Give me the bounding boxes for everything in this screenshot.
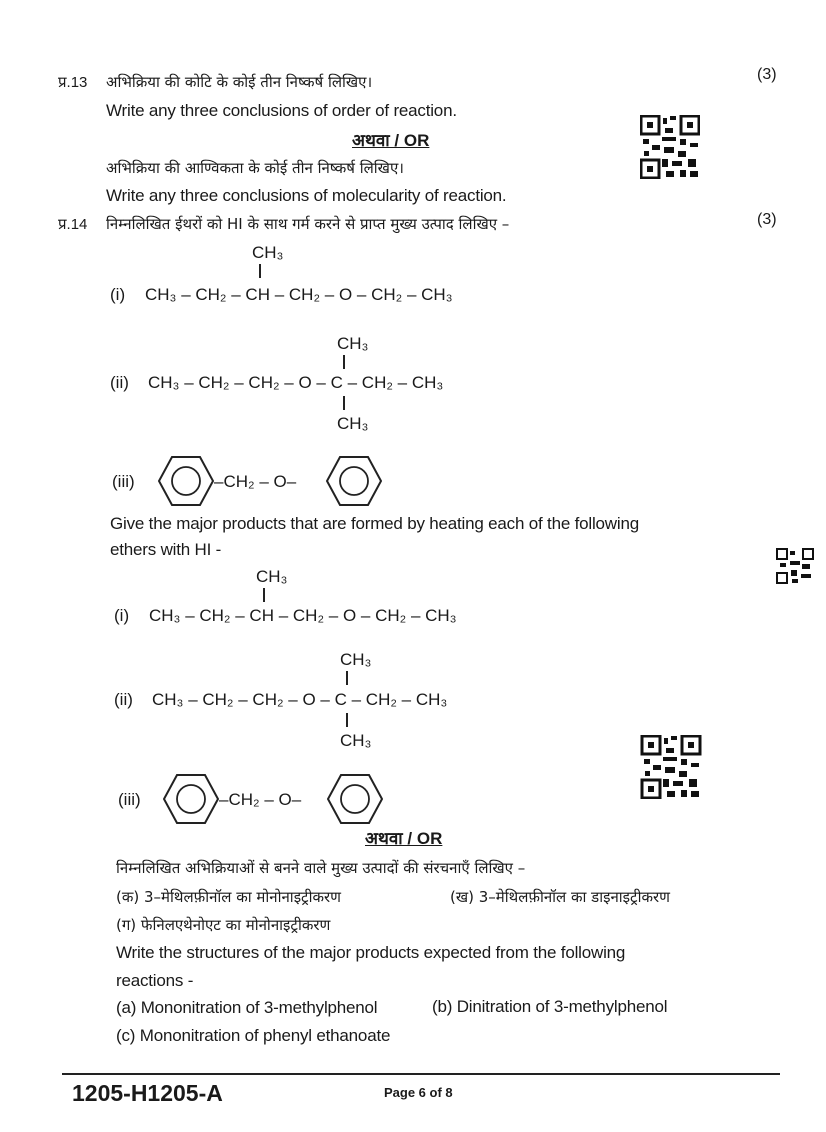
- q13-hindi: अभिक्रिया की कोटि के कोई तीन निष्कर्ष लिखिए।: [106, 73, 373, 91]
- q14-hi-ii-bottom: CH₃: [337, 414, 369, 433]
- q14-hi-ii-top: CH₃: [337, 334, 369, 353]
- qr-code-icon: [640, 735, 702, 799]
- q14-hi-ii-label: (ii): [110, 373, 129, 392]
- q14-en-ii-label: (ii): [114, 690, 133, 709]
- q14-en-ii-top: CH₃: [340, 650, 372, 669]
- q14-hi-ii-bond-bottom: [343, 396, 345, 410]
- q14-en-i-bond: [263, 588, 265, 602]
- qr-code-icon: [640, 115, 700, 179]
- q13-or-label: अथवा / OR: [352, 131, 430, 150]
- q14-en-ii-bond-bottom: [346, 713, 348, 727]
- q14-alt-hindi-c: (ग) फेनिलएथेनोएट का मोनोनाइट्रीकरण: [116, 916, 331, 934]
- qr-code-icon: [776, 548, 814, 584]
- q13-alt-english: Write any three conclusions of molecularity of reaction.: [106, 186, 507, 205]
- q13-marks: (3): [757, 66, 777, 83]
- q14-or-label: अथवा / OR: [365, 829, 443, 848]
- footer-code: 1205-H1205-A: [72, 1080, 223, 1106]
- q14-english-line1: Give the major products that are formed by heating each of the following: [110, 514, 639, 533]
- q14-hi-i-formula: CH₃ – CH₂ – CH – CH₂ – O – CH₂ – CH₃: [145, 285, 453, 304]
- benzene-ring-icon: [326, 455, 382, 507]
- q14-hi-i-bond: [259, 264, 261, 278]
- benzene-ring-icon: [163, 773, 219, 825]
- q13-alt-hindi: अभिक्रिया की आण्विकता के कोई तीन निष्कर्ष लिखिए।: [106, 159, 404, 177]
- q14-en-iii-label: (iii): [118, 790, 141, 809]
- q14-alt-english-a: (a) Mononitration of 3-methylphenol: [116, 998, 378, 1017]
- q14-en-ii-bottom: CH₃: [340, 731, 372, 750]
- q14-hindi: निम्नलिखित ईथरों को HI के साथ गर्म करने से प्राप्त मुख्य उत्पाद लिखिए –: [106, 215, 510, 233]
- q13-number: प्र.13: [58, 74, 88, 91]
- q14-alt-hindi: निम्नलिखित अभिक्रियाओं से बनने वाले मुख्य उत्पादों की संरचनाएँ लिखिए –: [116, 859, 526, 877]
- q14-en-i-label: (i): [114, 606, 130, 625]
- q14-hi-ii-formula: CH₃ – CH₂ – CH₂ – O – C – CH₂ – CH₃: [148, 373, 444, 392]
- benzene-ring-icon: [158, 455, 214, 507]
- q14-en-ii-formula: CH₃ – CH₂ – CH₂ – O – C – CH₂ – CH₃: [152, 690, 448, 709]
- q14-en-iii-link: –CH₂ – O–: [219, 790, 302, 809]
- q14-hi-iii-label: (iii): [112, 472, 135, 491]
- q14-english-line2: ethers with HI -: [110, 540, 222, 559]
- q14-en-ii-bond-top: [346, 671, 348, 685]
- q14-alt-hindi-b: (ख) 3–मेथिलफ़ीनॉल का डाइनाइट्रीकरण: [450, 888, 670, 906]
- q13-english: Write any three conclusions of order of reaction.: [106, 101, 457, 120]
- q14-hi-i-label: (i): [110, 285, 126, 304]
- q14-hi-ii-bond-top: [343, 355, 345, 369]
- q14-number: प्र.14: [58, 216, 88, 233]
- q14-alt-english-b: (b) Dinitration of 3-methylphenol: [432, 997, 668, 1016]
- q14-en-i-branch: CH₃: [256, 567, 288, 586]
- footer-rule: [62, 1073, 780, 1075]
- benzene-ring-icon: [327, 773, 383, 825]
- q14-alt-english-c: (c) Mononitration of phenyl ethanoate: [116, 1026, 391, 1045]
- footer-page: Page 6 of 8: [384, 1085, 453, 1100]
- q14-en-i-formula: CH₃ – CH₂ – CH – CH₂ – O – CH₂ – CH₃: [149, 606, 457, 625]
- q14-marks: (3): [757, 211, 777, 228]
- q14-alt-hindi-a: (क) 3–मेथिलफ़ीनॉल का मोनोनाइट्रीकरण: [116, 888, 342, 906]
- q14-alt-english-line2: reactions -: [116, 971, 194, 990]
- q14-hi-i-branch: CH₃: [252, 243, 284, 262]
- q14-alt-english-line1: Write the structures of the major products expected from the following: [116, 943, 626, 962]
- q14-hi-iii-link: –CH₂ – O–: [214, 472, 297, 491]
